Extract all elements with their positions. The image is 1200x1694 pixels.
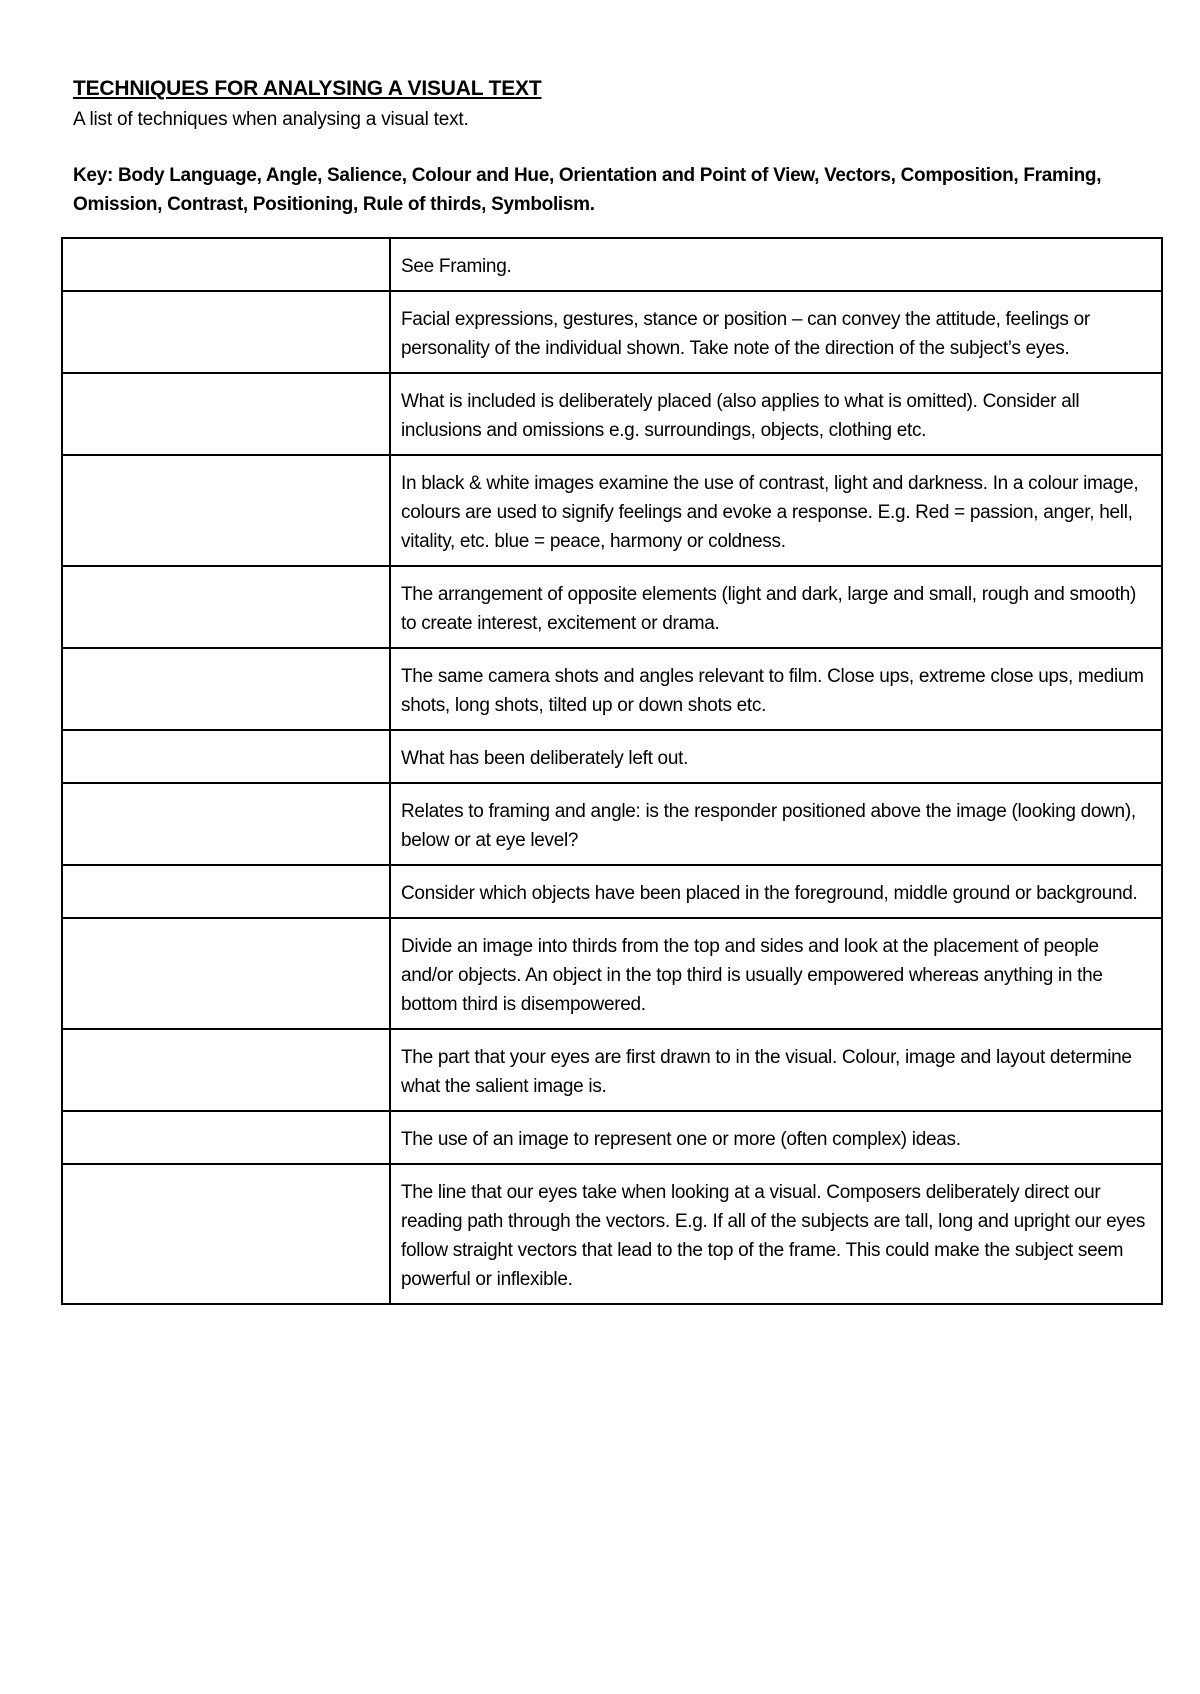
- page-title: TECHNIQUES FOR ANALYSING A VISUAL TEXT: [73, 77, 542, 100]
- technique-term-cell: [62, 918, 390, 1029]
- table-row: [62, 238, 1162, 291]
- technique-term-cell: [62, 730, 390, 783]
- table-row: [62, 1111, 1162, 1164]
- technique-term-cell: [62, 238, 390, 291]
- techniques-table-body: [62, 238, 1162, 1304]
- table-row: [62, 1029, 1162, 1111]
- technique-term-cell: [62, 1164, 390, 1304]
- table-row: [62, 730, 1162, 783]
- technique-description-cell: What is included is deliberately placed (also applies to what is omitted). Consider all inclusions and omissions e.g. surroundings, objects, clothing etc.: [390, 373, 1162, 455]
- technique-description-cell: The arrangement of opposite elements (light and dark, large and small, rough and smooth) to create interest, excitement or drama.: [390, 566, 1162, 648]
- technique-description-cell: See Framing.: [390, 238, 1162, 291]
- table-row: [62, 455, 1162, 566]
- table-row: [62, 648, 1162, 730]
- table-row: [62, 291, 1162, 373]
- table-row: [62, 1164, 1162, 1304]
- page-subtitle: A list of techniques when analysing a visual text.: [73, 109, 469, 130]
- technique-term-cell: [62, 648, 390, 730]
- technique-term-cell: [62, 373, 390, 455]
- technique-term-cell: [62, 291, 390, 373]
- technique-term-cell: [62, 455, 390, 566]
- technique-term-cell: [62, 865, 390, 918]
- technique-description-cell: The use of an image to represent one or more (often complex) ideas.: [390, 1111, 1162, 1164]
- technique-term-cell: [62, 566, 390, 648]
- table-row: [62, 373, 1162, 455]
- technique-description-cell: What has been deliberately left out.: [390, 730, 1162, 783]
- technique-description-cell: The line that our eyes take when looking at a visual. Composers deliberately direct our reading path through the vectors. E.g. If all of the subjects are tall, long and upright our eyes follow straight vectors that lead to the top of the frame. This could make the subject seem powerful or inflexible.: [390, 1164, 1162, 1304]
- table-row: [62, 918, 1162, 1029]
- table-row: [62, 783, 1162, 865]
- technique-description-cell: In black & white images examine the use of contrast, light and darkness. In a colour image, colours are used to signify feelings and evoke a response. E.g. Red = passion, anger, hell, vitality, etc. blue = peace, harmony or coldness.: [390, 455, 1162, 566]
- technique-description-cell: Divide an image into thirds from the top and sides and look at the placement of people and/or objects. An object in the top third is usually empowered whereas anything in the bottom third is disempowered.: [390, 918, 1162, 1029]
- technique-description-cell: The same camera shots and angles relevant to film. Close ups, extreme close ups, medium shots, long shots, tilted up or down shots etc.: [390, 648, 1162, 730]
- table-row: [62, 566, 1162, 648]
- key-list: Key: Body Language, Angle, Salience, Colour and Hue, Orientation and Point of View, Vectors, Composition, Framing, Omission, Contrast, Positioning, Rule of thirds, Symbolism.: [73, 165, 1102, 215]
- technique-description-cell: The part that your eyes are first drawn to in the visual. Colour, image and layout determine what the salient image is.: [390, 1029, 1162, 1111]
- technique-term-cell: [62, 1111, 390, 1164]
- technique-description-cell: Facial expressions, gestures, stance or position – can convey the attitude, feelings or personality of the individual shown. Take note of the direction of the subject’s eyes.: [390, 291, 1162, 373]
- table-row: [62, 865, 1162, 918]
- technique-description-cell: Consider which objects have been placed in the foreground, middle ground or background.: [390, 865, 1162, 918]
- technique-term-cell: [62, 1029, 390, 1111]
- technique-term-cell: [62, 783, 390, 865]
- techniques-table: [61, 237, 1163, 1305]
- technique-description-cell: Relates to framing and angle: is the responder positioned above the image (looking down), below or at eye level?: [390, 783, 1162, 865]
